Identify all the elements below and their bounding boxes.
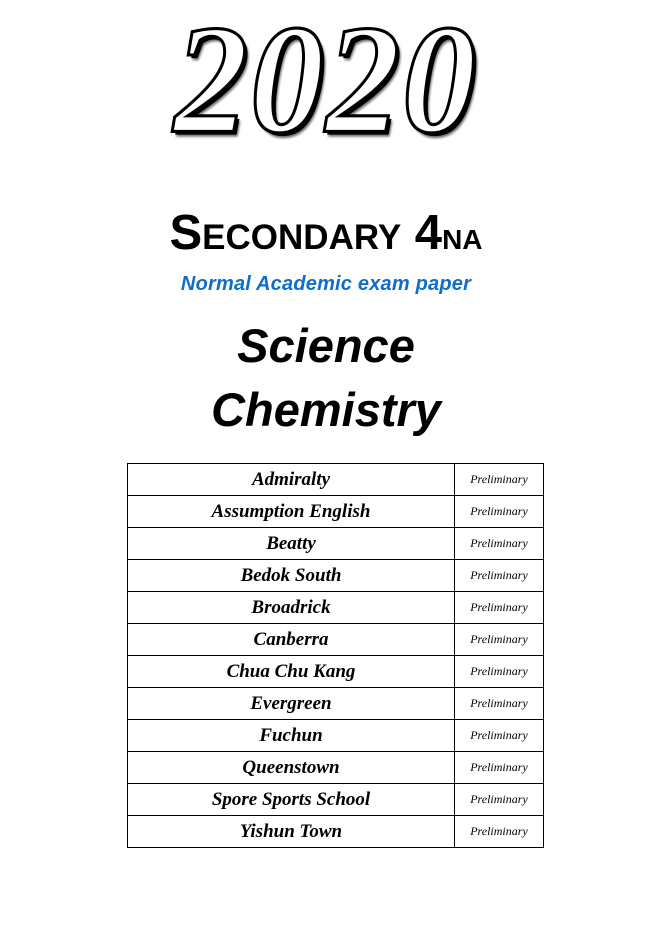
level-heading xyxy=(0,208,652,259)
table-row xyxy=(128,816,544,848)
school-name: Chua Chu Kang xyxy=(128,656,455,688)
table-row xyxy=(128,592,544,624)
paper-type: Preliminary xyxy=(455,528,544,560)
level-word: ECONDARY xyxy=(202,218,402,257)
table-row xyxy=(128,720,544,752)
table-row xyxy=(128,528,544,560)
table-row xyxy=(128,464,544,496)
year-heading-wrap xyxy=(0,0,652,167)
paper-type: Preliminary xyxy=(455,752,544,784)
table-row xyxy=(128,752,544,784)
table-row xyxy=(128,560,544,592)
school-name: Broadrick xyxy=(128,592,455,624)
level-stream: NA xyxy=(442,224,483,255)
school-name: Assumption English xyxy=(128,496,455,528)
level-number: 4 xyxy=(414,206,443,260)
paper-type: Preliminary xyxy=(455,656,544,688)
paper-type: Preliminary xyxy=(455,720,544,752)
exam-subtitle: Normal Academic exam paper xyxy=(180,273,472,296)
school-name: Canberra xyxy=(128,624,455,656)
paper-type: Preliminary xyxy=(455,592,544,624)
school-name: Queenstown xyxy=(128,752,455,784)
table-row xyxy=(128,496,544,528)
school-name: Evergreen xyxy=(128,688,455,720)
school-list-body xyxy=(128,464,544,848)
subject-heading xyxy=(0,314,652,441)
school-name: Spore Sports School xyxy=(128,784,455,816)
paper-type: Preliminary xyxy=(455,688,544,720)
table-row xyxy=(128,784,544,816)
school-list-table-wrap xyxy=(127,463,528,848)
school-name: Fuchun xyxy=(128,720,455,752)
subject-line-2: Chemistry xyxy=(211,382,441,436)
paper-type: Preliminary xyxy=(455,624,544,656)
level-initial: S xyxy=(169,206,203,260)
table-row xyxy=(128,624,544,656)
title-block xyxy=(0,208,652,441)
paper-type: Preliminary xyxy=(455,464,544,496)
subject-line-1: Science xyxy=(237,319,415,373)
paper-type: Preliminary xyxy=(455,560,544,592)
year-heading: 2020 xyxy=(174,0,478,167)
school-name: Admiralty xyxy=(128,464,455,496)
school-list-table xyxy=(127,463,544,848)
table-row xyxy=(128,688,544,720)
paper-type: Preliminary xyxy=(455,816,544,848)
table-row xyxy=(128,656,544,688)
school-name: Bedok South xyxy=(128,560,455,592)
school-name: Beatty xyxy=(128,528,455,560)
paper-type: Preliminary xyxy=(455,784,544,816)
school-name: Yishun Town xyxy=(128,816,455,848)
paper-type: Preliminary xyxy=(455,496,544,528)
